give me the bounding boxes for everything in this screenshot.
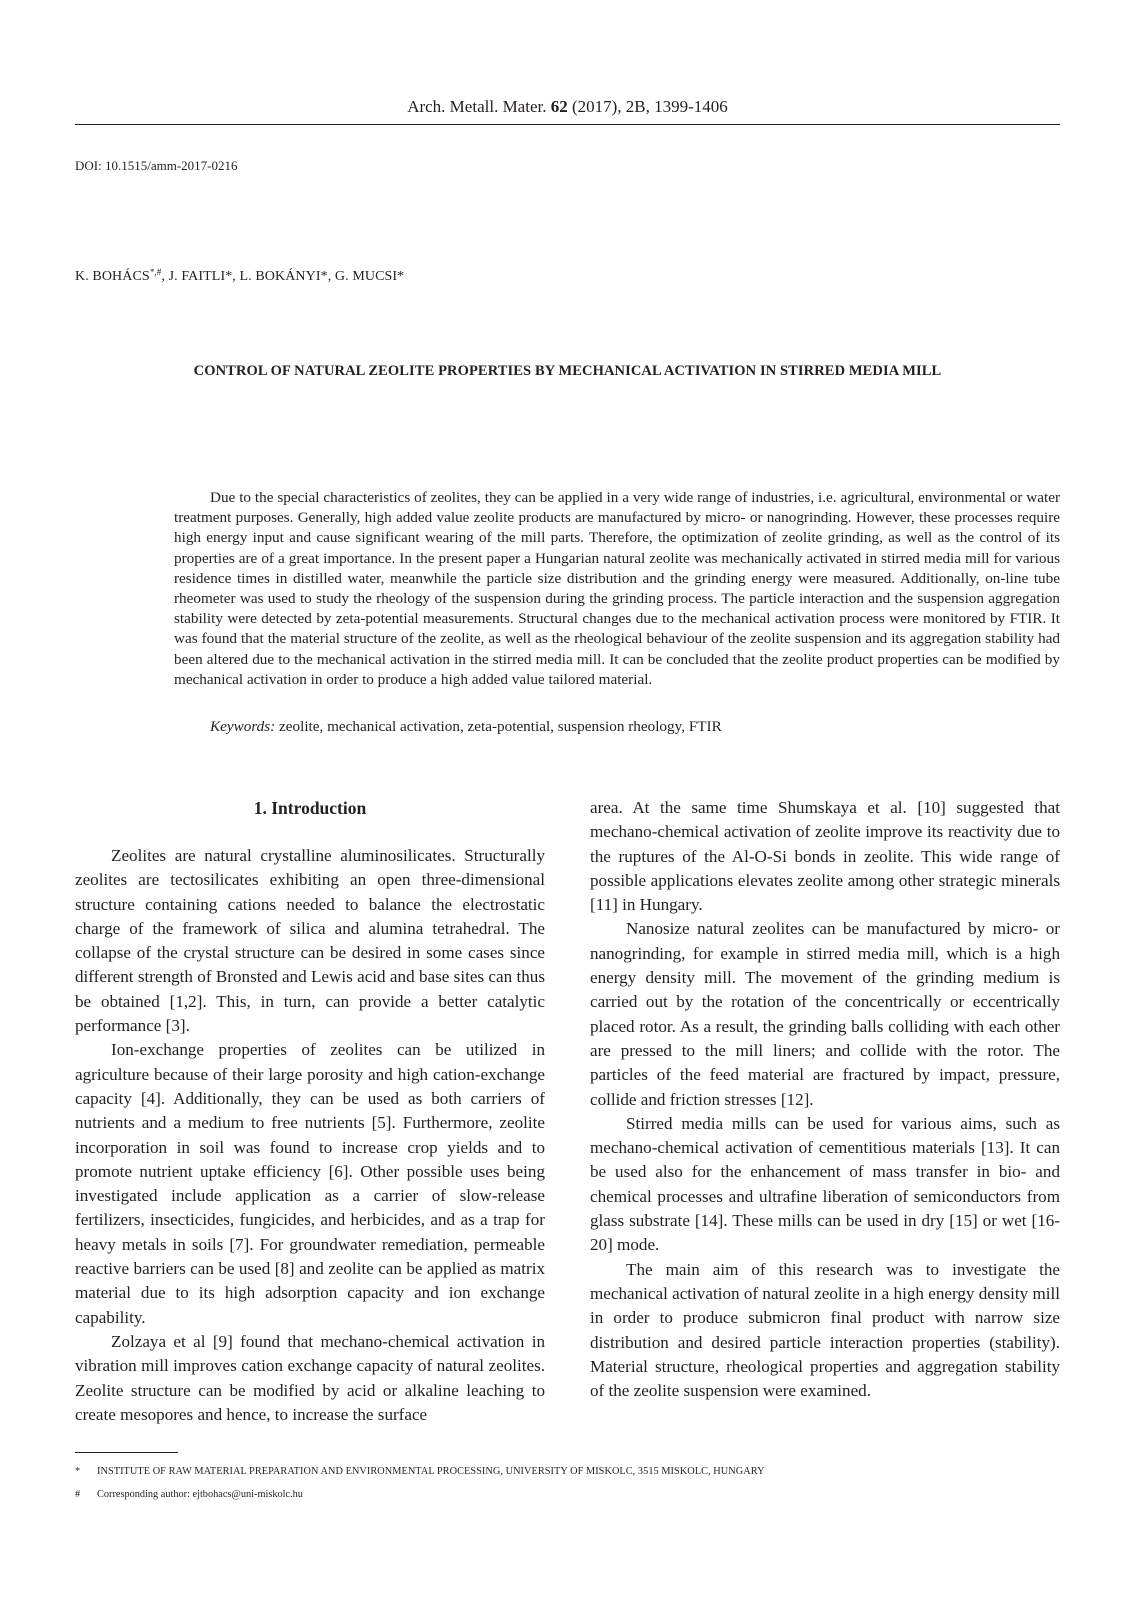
footnote-text[interactable]: Corresponding author: ejtbohacs@uni-miskolc.hu <box>97 1489 303 1500</box>
body-paragraph: Nanosize natural zeolites can be manufactured by micro- or nanogrinding, for example in stirred media mill, which is a high energy density mill. The movement of the grinding medium is carried out by the rotation of the concentrically or eccentrically placed rotor. As a result, the grinding balls colliding with each other are pressed to the mill liners; and collide with the rotor. The particles of the feed material are fractured by impact, pressure, collide and friction stresses [12]. <box>590 919 1060 1109</box>
footnote-rule <box>75 1452 178 1453</box>
keywords <box>174 717 1060 737</box>
right-column <box>590 796 1060 1403</box>
body-paragraph: Ion-exchange properties of zeolites can be utilized in agriculture because of their large porosity and high cation-exchange capacity [4]. Additionally, they can be used as both carriers of nutrients and a medium to free nutrients [5]. Furthermore, zeolite incorporation in soil was found to increase crop yields and to promote nutrient uptake efficiency [6]. Other possible uses being investigated include application as a carrier of slow-release fertilizers, insecticides, fungicides, and herbicides, and as a trap for heavy metals in soils [7]. For groundwater remediation, permeable reactive barriers can be used [8] and zeolite can be applied as matrix material due to its high adsorption capacity and ion exchange capability. <box>75 1040 545 1327</box>
doi-link[interactable]: DOI: 10.1515/amm-2017-0216 <box>75 158 238 173</box>
abstract: Due to the special characteristics of zeolites, they can be applied in a very wide range of industries, i.e. agricultural, environmental or water treatment purposes. Generally, high added value zeolite products are manufactured by micro- or nanogrinding. However, these processes require high energy input and cause significant wearing of the mill parts. Therefore, the optimization of zeolite grinding, as well as the control of its properties are of a great importance. In the present paper a Hungarian natural zeolite was mechanically activated in stirred media mill for various residence times in distilled water, meanwhile the particle size distribution and the grinding energy were measured. Additionally, on-line tube rheometer was used to study the rheology of the suspension during the grinding process. The particle interaction and the suspension aggregation stability were detected by zeta-potential measurements. Structural changes due to the mechanical activation process were monitored by FTIR. It was found that the material structure of the zeolite, as well as the rheological behaviour of the zeolite suspension and its aggregation stability had been altered due to the mechanical activation in the stirred media mill. It can be concluded that the zeolite product properties can be modified by mechanical activation in order to produce a high added value tailored material. <box>174 489 1060 688</box>
coauthor-names: , J. FAITLI*, L. BOKÁNYI*, G. MUCSI* <box>161 269 405 284</box>
footnote-affiliation <box>75 1465 765 1478</box>
footnote-corresponding-author <box>75 1488 303 1501</box>
body-paragraph: area. At the same time Shumskaya et al. [10] suggested that mechano-chemical activation of zeolite improve its reactivity due to the ruptures of the Al-O-Si bonds in zeolite. This wide range of possible applications elevates zeolite among other strategic minerals [11] in Hungary. <box>590 798 1060 915</box>
section-heading: 1. Introduction <box>253 798 367 818</box>
footnote-mark: # <box>75 1489 81 1500</box>
journal-volume: 62 <box>550 97 568 116</box>
body-paragraph: Stirred media mills can be used for various aims, such as mechano-chemical activation of cementitious materials [13]. It can be used also for the enhancement of mass transfer in bio- and chemical processes and ultrafine liberation of semiconductors from glass substrate [14]. These mills can be used in dry [15] or wet [16-20] mode. <box>590 1113 1060 1255</box>
journal-name: Arch. Metall. Mater. <box>407 97 551 116</box>
keywords-text: zeolite, mechanical activation, zeta-potential, suspension rheology, FTIR <box>275 718 722 735</box>
header-rule <box>75 124 1060 125</box>
author-affiliation-marks: *,# <box>149 267 162 277</box>
keywords-label: Keywords: <box>210 718 276 735</box>
body-paragraph: Zolzaya et al [9] found that mechano-chemical activation in vibration mill improves cation exchange capacity of natural zeolites. Zeolite structure can be modified by acid or alkaline leaching to create mesopores and hence, to increase the surface <box>75 1331 545 1424</box>
body-paragraph: The main aim of this research was to investigate the mechanical activation of natural zeolite in a high energy density mill in order to produce submicron final product with narrow size distribution and desired particle interaction properties (stability). Material structure, rheological properties and aggregation stability of the zeolite suspension were examined. <box>590 1259 1060 1401</box>
journal-issue-pages: (2017), 2B, 1399-1406 <box>567 97 728 116</box>
running-head <box>75 96 1060 118</box>
footnote-mark: * <box>75 1466 81 1477</box>
author-list <box>75 268 404 286</box>
body-paragraph: Zeolites are natural crystalline aluminosilicates. Structurally zeolites are tectosilicates exhibiting an open three-dimensional structure containing cations needed to balance the electrostatic charge of the framework of silica and alumina tetrahedral. The collapse of the crystal structure can be desired in some cases since different strength of Bronsted and Lewis acid and base sites can thus be obtained [1,2]. This, in turn, can provide a better catalytic performance [3]. <box>75 846 545 1036</box>
author-name: K. BOHÁCS <box>75 269 150 284</box>
footnote-text: INSTITUTE OF RAW MATERIAL PREPARATION AND ENVIRONMENTAL PROCESSING, UNIVERSITY OF MISKOLC, 3515 MISKOLC, HUNGARY <box>97 1466 765 1477</box>
left-column <box>75 796 545 1427</box>
article-title: CONTROL OF NATURAL ZEOLITE PROPERTIES BY MECHANICAL ACTIVATION IN STIRRED MEDIA MILL <box>193 363 942 379</box>
